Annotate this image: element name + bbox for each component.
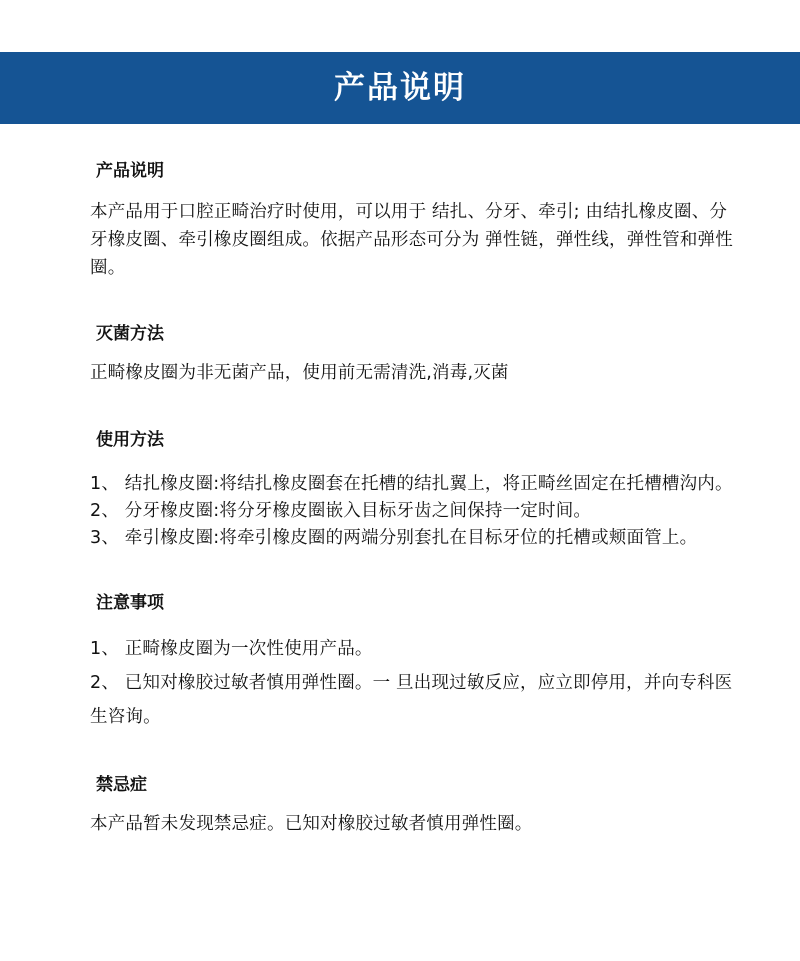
section-contraindications xyxy=(0,774,800,838)
section-paragraph: 正畸橡皮圈为非无菌产品，使用前无需清洗,消毒,灭菌 xyxy=(90,362,509,383)
section-paragraph: 2、 已知对橡胶过敏者慎用弹性圈。一 旦出现过敏反应，应立即停用，并向专科医生咨询。 xyxy=(90,673,733,728)
spacer xyxy=(90,798,740,810)
section-paragraph: 本产品暂未发现禁忌症。已知对橡胶过敏者慎用弹性圈。 xyxy=(90,814,533,835)
section-paragraph: 1、 结扎橡皮圈:将结扎橡皮圈套在托槽的结扎翼上，将正畸丝固定在托槽槽沟内。 xyxy=(90,473,733,494)
section-paragraph: 1、 正畸橡皮圈为一次性使用产品。 xyxy=(90,638,373,659)
spacer xyxy=(0,283,800,323)
top-whitespace xyxy=(0,0,800,52)
page-title: 产品说明 xyxy=(334,69,466,106)
spacer xyxy=(90,616,740,632)
spacer xyxy=(90,453,740,471)
section-heading: 使用方法 xyxy=(96,429,164,450)
spacer xyxy=(0,734,800,774)
spacer xyxy=(0,387,800,429)
section-precautions xyxy=(0,592,800,734)
section-heading: 禁忌症 xyxy=(96,775,147,796)
spacer xyxy=(90,184,740,198)
spacer xyxy=(0,552,800,592)
section-heading: 产品说明 xyxy=(96,161,164,181)
section-usage-method xyxy=(0,429,800,552)
document-content xyxy=(0,124,800,838)
section-paragraph: 2、 分牙橡皮圈:将分牙橡皮圈嵌入目标牙齿之间保持一定时间。 xyxy=(90,500,592,521)
page-banner xyxy=(0,52,800,124)
section-heading: 灭菌方法 xyxy=(96,323,164,344)
spacer xyxy=(90,347,740,359)
section-product-description xyxy=(0,160,800,283)
section-sterilization-method xyxy=(0,323,800,387)
section-paragraph: 本产品用于口腔正畸治疗时使用，可以用于 结扎、分牙、牵引; 由结扎橡皮圈、分牙橡皮圈、牵引橡皮圈组成。依据产品形态可分为 弹性链，弹性线，弹性管和弹性圈。 xyxy=(90,201,733,279)
spacer xyxy=(0,124,800,160)
section-paragraph: 3、 牵引橡皮圈:将牵引橡皮圈的两端分别套扎在目标牙位的托槽或颊面管上。 xyxy=(90,528,698,549)
section-heading: 注意事项 xyxy=(96,593,164,614)
